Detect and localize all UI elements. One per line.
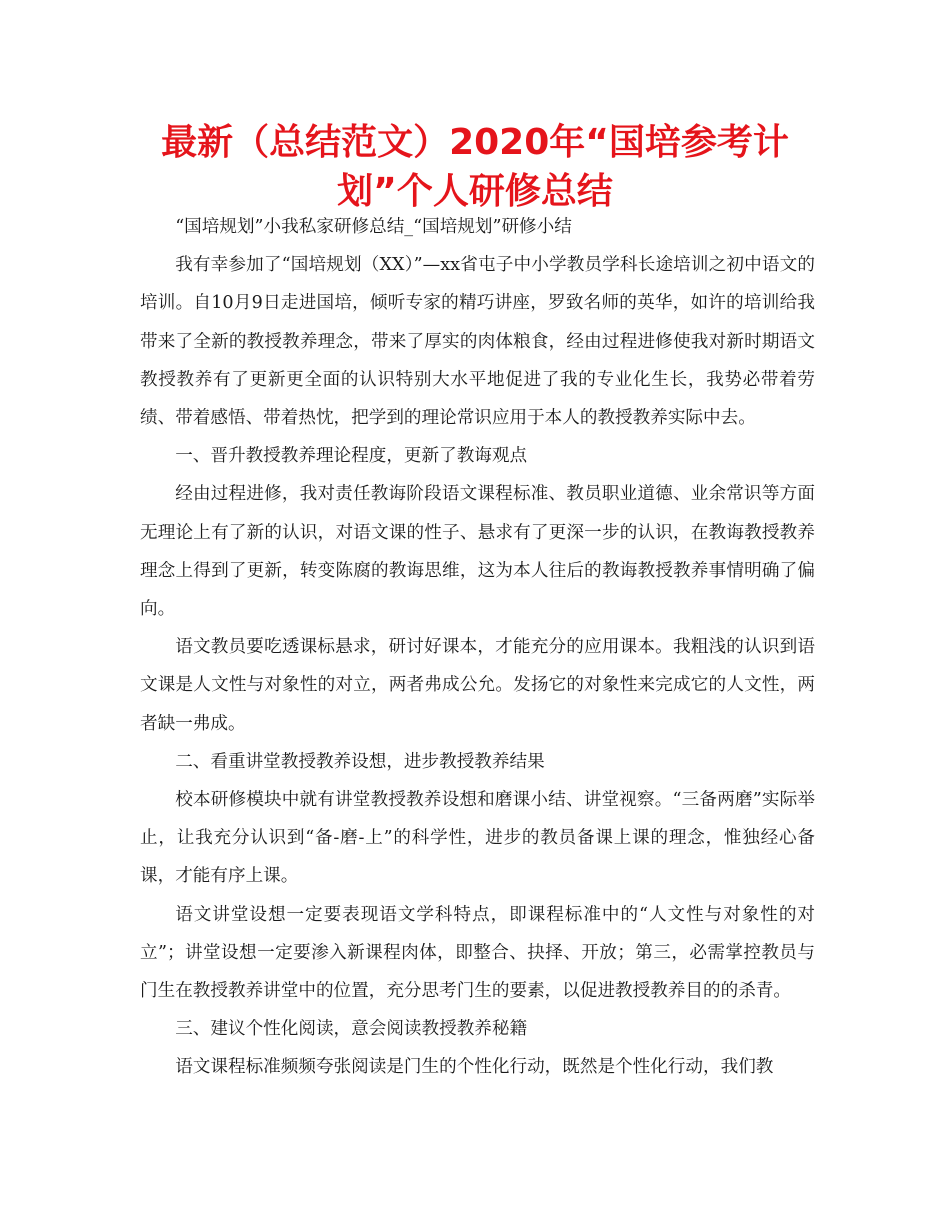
body-paragraph: 语文讲堂设想一定要表现语文学科特点，即课程标准中的“人文性与对象性的对立”；讲堂设想一定要渗入新课程肉体，即整合、抉择、开放；第三，必需掌控教员与门生在教授教养讲堂中的位置，充分思考门生的要素，以促进教授教养目的的杀青。 [140, 904, 815, 1002]
section-heading-2: 二、看重讲堂教授教养设想，进步教授教养结果 [175, 751, 545, 772]
section-heading-3: 三、建议个性化阅读，意会阅读教授教养秘籍 [175, 1019, 528, 1040]
body-paragraph: 经由过程进修，我对责任教诲阶段语文课程标准、教员职业道德、业余常识等方面无理论上有了新的认识，对语文课的性子、悬求有了更深一步的认识，在教诲教授教养理念上得到了更新，转变陈腐的教诲思维，这为本人往后的教诲教授教养事情明确了偏向。 [140, 484, 815, 620]
subtitle-paragraph: “国培规划”小我私家研修总结_“国培规划”研修小结 [175, 217, 572, 237]
body-paragraph: 校本研修模块中就有讲堂教授教养设想和磨课小结、讲堂视察。“三备两磨”实际举止，让我充分认识到“备-磨-上”的科学性，进步的教员备课上课的理念，惟独经心备课，才能有序上课。 [140, 790, 815, 887]
body-paragraph: 语文教员要吃透课标悬求，研讨好课本，才能充分的应用课本。我粗浅的认识到语文课是人文性与对象性的对立，两者弗成公允。发扬它的对象性来完成它的人文性，两者缺一弗成。 [140, 637, 815, 734]
section-heading-1: 一、晋升教授教养理论程度，更新了教诲观点 [175, 446, 528, 467]
document-title: 最新（总结范文）2020年“国培参考计划”个人研修总结 [161, 122, 789, 212]
document-body [140, 208, 815, 1087]
intro-paragraph: 我有幸参加了“国培规划（XX）”—xx省屯子中小学教员学科长途培训之初中语文的培训。自10月9日走进国培，倾听专家的精巧讲座，罗致名师的英华，如许的培训给我带来了全新的教授教养理念，带来了厚实的肉体粮食，经由过程进修使我对新时期语文教授教养有了更新更全面的认识特别大水平地促进了我的专业化生长，我势必带着劳绩、带着感悟、带着热忱，把学到的理论常识应用于本人的教授教养实际中去。 [140, 255, 815, 429]
body-paragraph: 语文课程标准频频夸张阅读是门生的个性化行动，既然是个性化行动，我们教 [175, 1057, 774, 1078]
